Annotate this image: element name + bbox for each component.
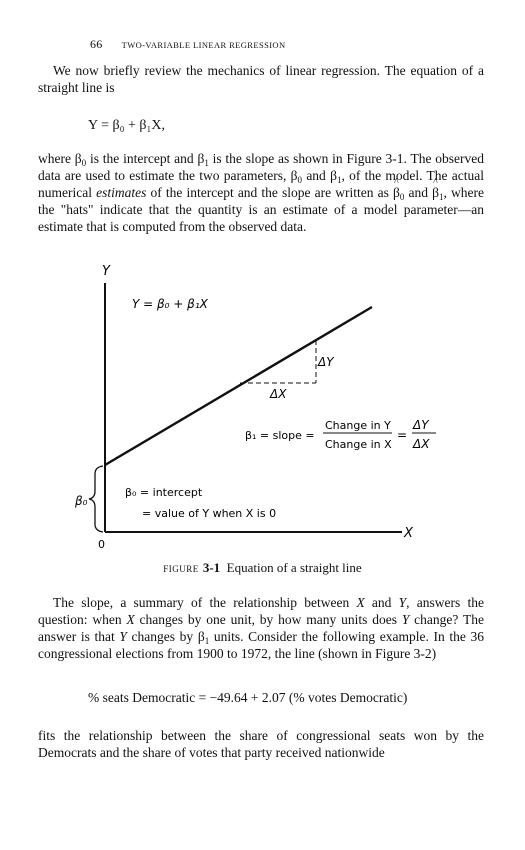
origin-label: 0 [98,538,105,551]
intercept-brace [89,466,103,532]
figure-caption: FIGURE 3-1 Equation of a straight line [163,560,362,575]
beta-hat-1: ^ β [432,184,439,201]
running-title: TWO-VARIABLE LINEAR REGRESSION [121,40,286,50]
parameters-paragraph: where $\beta_0$ is the intercept and $\beta_1$ is the slope as shown in Figure 3-1. The observed data are used to estimate the two parameters, $\beta_0$ and $\beta_1$, of the model. The actual numerical estimates of the intercept and the slope are written as ^ $\beta_0$ and ^ $\beta_1$, where the "hats" indicate that the quantity is an estimate of a model parameter—an estimate that is computed from the observed data. [38,150,484,235]
ratio-numerator: ΔY [413,418,429,432]
x-axis-label: X [404,526,413,541]
equals-sign: = [397,428,408,442]
line-equation-label: Y = β₀ + β₁X [132,297,208,311]
closing-paragraph: fits the relationship between the share of congressional seats won by the Democrats and the share of votes that party received nationwide [38,728,484,760]
delta-x-label: ΔX [270,387,287,401]
ratio-denominator: ΔX [413,437,430,451]
intercept-value-label: = value of Y when X is 0 [142,507,277,520]
intercept-label: β₀ = intercept [125,486,203,499]
y-axis-label: Y [102,264,110,279]
delta-y-label: ΔY [318,355,334,369]
slope-numerator: Change in Y [325,419,391,432]
beta0-label: β₀ [75,494,88,508]
page-number: 66 [90,37,103,51]
intro-paragraph: We now briefly review the mechanics of linear regression. The equation of a straight line is [38,63,484,95]
slope-denominator: Change in X [325,438,392,451]
democratic-seats-equation: % seats Democratic = −49.64 + 2.07 (% votes Democratic) [88,690,408,705]
beta-hat-0: ^ β [393,184,400,201]
slope-definition: β₁ = slope = [245,429,315,442]
line-equation: Y = β₀ + β₁X, [88,118,165,133]
slope-paragraph: The slope, a summary of the relationship between X and Y, answers the question: when X changes by one unit, by how many units does Y change? The answer is that Y changes by $\beta_1$ units. Consider the following example. In the 36 congressional elections from 1900 to 1972, the line (shown in Figure 3-2) [38,595,485,661]
